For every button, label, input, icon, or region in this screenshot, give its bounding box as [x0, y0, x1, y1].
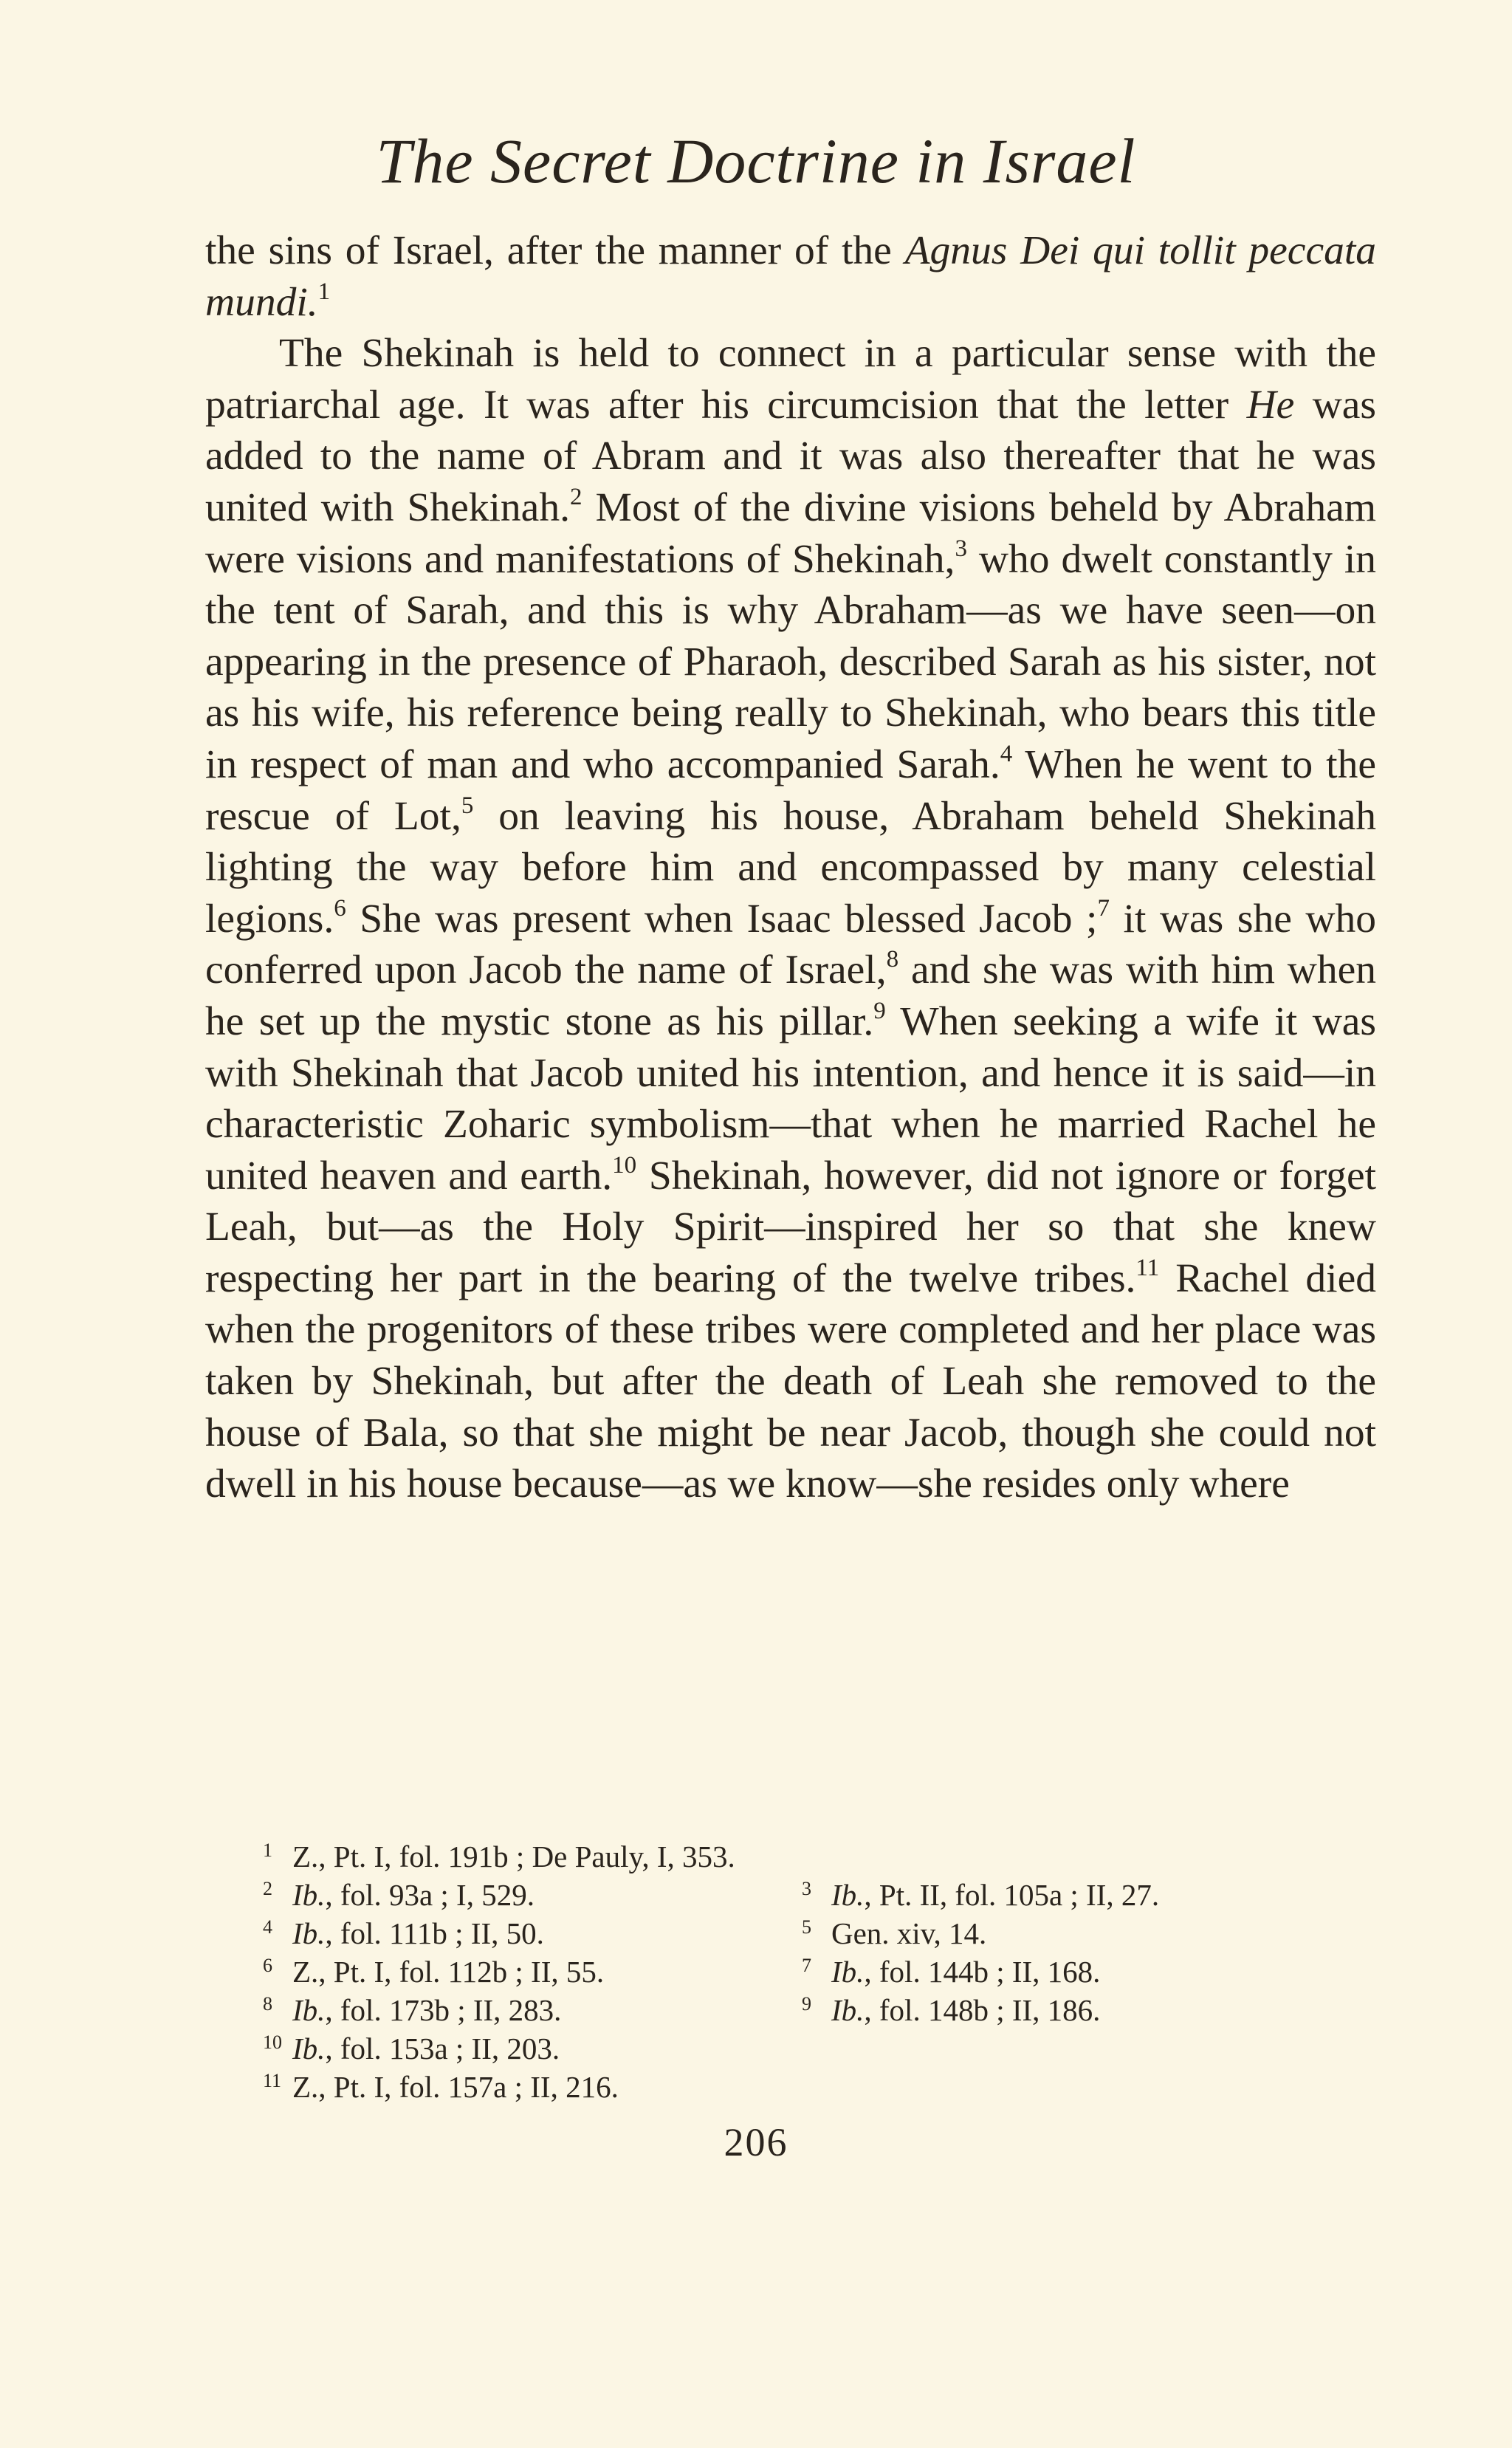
footnote-row	[263, 1991, 1355, 2029]
text-run: it was she who conferred upon Jacob the name of Israel,	[205, 896, 1376, 993]
footnote-ref-1[interactable]: 1	[317, 278, 331, 305]
footnote-7: 7 Ib., fol. 144b ; II, 168.	[802, 1955, 1101, 1989]
body-text	[205, 225, 1376, 1510]
footnote-3: 3 Ib., Pt. II, fol. 105a ; II, 27.	[802, 1878, 1160, 1912]
text-run: who dwelt constantly in the tent of Sarah, and this is why Abraham—as we have seen—on appearing in the presence of Pharaoh, described Sarah as his sister, not as his wife, his reference being really to Shekinah, who bears this title in respect of man and who accompanied Sarah.	[205, 536, 1376, 787]
running-head: The Secret Doctrine in Israel	[376, 126, 1136, 196]
footnote-5: 5 Gen. xiv, 14.	[802, 1916, 987, 1950]
text-run: on leaving his house, Abraham beheld Shekinah lighting the way before him and encompassed by many celestial legions.	[205, 793, 1376, 942]
footnote-ref-2[interactable]: 2	[569, 483, 583, 510]
paragraph-shekinah	[205, 328, 1376, 1510]
text-run: and she was with him when he set up the mystic stone as his pillar.	[205, 947, 1376, 1044]
paragraph-continued	[205, 225, 1376, 328]
page-number: 206	[724, 2120, 788, 2164]
text-run: was added to the name of Abram and it was also thereafter that he was united with Shekinah.	[205, 382, 1377, 530]
footnotes	[263, 1837, 1355, 2106]
footnote-ref-7[interactable]: 7	[1097, 894, 1110, 922]
text-run: The Shekinah is held to connect in a particular sense with the patriarchal age. It was after his circumcision that the letter	[205, 331, 1376, 428]
latin-phrase: Agnus Dei qui tollit peccata mundi.	[205, 228, 1376, 325]
text-run: When he went to the rescue of Lot,	[205, 741, 1376, 839]
footnote-row	[263, 2029, 1355, 2068]
text-run: Most of the divine visions beheld by Abraham were visions and manifestations of Shekinah,	[205, 484, 1376, 582]
text-run: When seeking a wife it was with Shekinah that Jacob united his intention, and hence it is said—in characteristic Zoharic symbolism—that when he married Rachel he united heaven and earth.	[205, 998, 1377, 1199]
footnote-4: 4 Ib., fol. 111b ; II, 50.	[263, 1916, 544, 1950]
footnote-ref-5[interactable]: 5	[461, 792, 474, 819]
text-run: the sins of Israel, after the manner of the	[205, 228, 905, 273]
footnote-6: 6 Z., Pt. I, fol. 112b ; II, 55.	[263, 1955, 605, 1989]
footnote-ref-6[interactable]: 6	[334, 894, 346, 922]
footnote-2: 2 Ib., fol. 93a ; I, 529.	[263, 1878, 535, 1912]
footnote-9: 9 Ib., fol. 148b ; II, 186.	[802, 1993, 1101, 2027]
footnote-11: 11 Z., Pt. I, fol. 157a ; II, 216.	[263, 2070, 619, 2104]
footnote-ref-3[interactable]: 3	[955, 535, 967, 562]
footnote-row	[263, 2068, 1355, 2106]
footnote-10: 10 Ib., fol. 153a ; II, 203.	[263, 2032, 560, 2065]
footnote-8: 8 Ib., fol. 173b ; II, 283.	[263, 1993, 562, 2027]
text-run: She was present when Isaac blessed Jacob ;	[346, 896, 1098, 942]
footnote-ref-4[interactable]: 4	[1000, 740, 1013, 767]
footnote-ref-8[interactable]: 8	[886, 946, 899, 973]
text-run: Shekinah, however, did not ignore or forget Leah, but—as the Holy Spirit—inspired her so that she knew respecting her part in the bearing of the twelve tribes.	[205, 1153, 1376, 1301]
footnote-ref-11[interactable]: 11	[1135, 1254, 1160, 1281]
hebrew-letter-he: He	[1246, 382, 1295, 428]
footnote-ref-10[interactable]: 10	[612, 1151, 637, 1179]
text-run: Rachel died when the progenitors of these tribes were completed and her place was taken by Shekinah, but after the death of Leah she removed to the house of Bala, so that she might be near Jacob, though she could not dwell in his house because—as we know—she resides only where	[205, 1255, 1376, 1507]
footnote-ref-9[interactable]: 9	[873, 997, 886, 1024]
footnote-1: 1 Z., Pt. I, fol. 191b ; De Pauly, I, 353.	[263, 1840, 735, 1873]
